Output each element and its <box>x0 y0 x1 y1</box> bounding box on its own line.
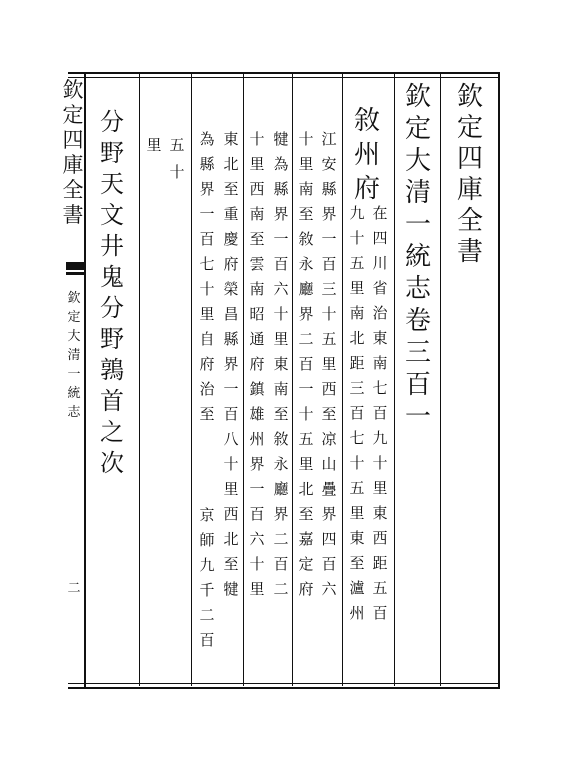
glyph: 百 <box>321 555 337 573</box>
frame-top-rule-thin <box>68 77 500 78</box>
glyph: 十 <box>321 305 337 323</box>
glyph: 欽 <box>62 78 84 102</box>
glyph: 榮 <box>223 280 239 298</box>
glyph: 五 <box>372 579 388 597</box>
annotation-column <box>272 132 290 597</box>
glyph: 野 <box>100 139 124 167</box>
glyph: 十 <box>372 454 388 472</box>
glyph: 五 <box>349 479 365 497</box>
glyph: 十 <box>169 163 185 181</box>
glyph: 界 <box>273 505 289 523</box>
glyph: 分 <box>100 108 124 136</box>
glyph: 廳 <box>298 280 314 298</box>
glyph: 里 <box>249 155 265 173</box>
glyph: 七 <box>199 255 215 273</box>
glyph: 南 <box>249 205 265 223</box>
glyph: 犍 <box>223 580 239 598</box>
glyph: 師 <box>199 531 215 549</box>
glyph: 南 <box>273 380 289 398</box>
glyph: 府 <box>223 255 239 273</box>
column-divider <box>191 74 192 686</box>
glyph: 里 <box>349 504 365 522</box>
glyph: 七 <box>372 379 388 397</box>
glyph: 至 <box>298 205 314 223</box>
glyph: 六 <box>273 280 289 298</box>
glyph: 四 <box>372 229 388 247</box>
glyph: 昭 <box>249 305 265 323</box>
glyph: 為 <box>273 155 289 173</box>
glyph: 里 <box>298 155 314 173</box>
glyph: 界 <box>249 455 265 473</box>
glyph: 州 <box>349 604 365 622</box>
glyph: 大 <box>404 146 431 176</box>
glyph: 五 <box>169 136 185 154</box>
glyph: 府 <box>353 174 380 204</box>
glyph: 北 <box>298 480 314 498</box>
glyph: 分 <box>100 294 124 322</box>
glyph: 慶 <box>223 230 239 248</box>
section-heading <box>98 110 126 475</box>
glyph: 定 <box>456 113 483 143</box>
glyph: 通 <box>249 330 265 348</box>
glyph: 至 <box>273 405 289 423</box>
glyph: 十 <box>298 130 314 148</box>
annotation-column <box>348 206 366 621</box>
glyph: 北 <box>223 155 239 173</box>
glyph: 里 <box>321 355 337 373</box>
glyph: 全 <box>456 206 483 236</box>
glyph: 井 <box>100 232 124 260</box>
glyph: 安 <box>321 155 337 173</box>
annotation-column <box>168 138 186 180</box>
glyph: 五 <box>321 330 337 348</box>
glyph: 嘉 <box>298 530 314 548</box>
glyph: 州 <box>353 140 380 170</box>
glyph: 省 <box>372 279 388 297</box>
glyph: 州 <box>249 430 265 448</box>
glyph: 定 <box>404 114 431 144</box>
glyph: 清 <box>67 348 81 363</box>
glyph: 百 <box>249 505 265 523</box>
glyph: 十 <box>223 455 239 473</box>
glyph: 百 <box>298 355 314 373</box>
glyph: 至 <box>249 230 265 248</box>
glyph: 定 <box>62 103 84 127</box>
glyph: 四 <box>456 144 483 174</box>
glyph: 千 <box>199 581 215 599</box>
glyph: 百 <box>321 255 337 273</box>
glyph: 九 <box>349 204 365 222</box>
glyph: 百 <box>223 405 239 423</box>
glyph: 庫 <box>456 175 483 205</box>
header-title <box>455 84 485 265</box>
glyph: 四 <box>62 128 84 152</box>
glyph: 十 <box>349 229 365 247</box>
glyph: 一 <box>298 380 314 398</box>
glyph: 在 <box>372 204 388 222</box>
glyph: 次 <box>100 449 124 477</box>
glyph: 志 <box>67 405 81 420</box>
glyph: 南 <box>298 180 314 198</box>
glyph: 至 <box>321 405 337 423</box>
glyph: 界 <box>298 305 314 323</box>
spine-fishtail-mark <box>66 262 84 270</box>
glyph: 七 <box>349 429 365 447</box>
glyph: 西 <box>321 380 337 398</box>
glyph: 卷 <box>404 306 431 336</box>
glyph: 書 <box>456 237 483 267</box>
glyph: 至 <box>223 180 239 198</box>
glyph: 三 <box>349 379 365 397</box>
glyph: 二 <box>273 580 289 598</box>
glyph: 定 <box>67 310 81 325</box>
glyph: 昌 <box>223 305 239 323</box>
glyph: 至 <box>298 505 314 523</box>
glyph: 里 <box>146 136 162 154</box>
glyph: 鬼 <box>100 263 124 291</box>
annotation-column-continued <box>198 508 216 648</box>
glyph: 西 <box>372 529 388 547</box>
glyph: 西 <box>223 505 239 523</box>
glyph: 治 <box>372 304 388 322</box>
glyph: 南 <box>349 304 365 322</box>
frame-top-rule <box>68 72 500 74</box>
glyph: 瀘 <box>349 579 365 597</box>
glyph: 東 <box>372 329 388 347</box>
glyph: 縣 <box>199 155 215 173</box>
glyph: 十 <box>249 130 265 148</box>
glyph: 之 <box>100 418 124 446</box>
glyph: 一 <box>273 230 289 248</box>
glyph: 界 <box>321 205 337 223</box>
glyph: 九 <box>372 429 388 447</box>
spine-fishtail-mark <box>66 272 84 275</box>
glyph: 縣 <box>321 180 337 198</box>
glyph: 六 <box>321 580 337 598</box>
glyph: 至 <box>199 405 215 423</box>
glyph: 首 <box>100 387 124 415</box>
glyph: 統 <box>67 386 81 401</box>
glyph: 敘 <box>298 230 314 248</box>
glyph: 全 <box>62 178 84 202</box>
annotation-column <box>145 138 163 153</box>
margin-left-title <box>62 80 84 226</box>
prefecture-heading <box>353 108 381 202</box>
glyph: 里 <box>199 305 215 323</box>
glyph: 百 <box>273 555 289 573</box>
glyph: 欽 <box>67 291 81 306</box>
glyph: 東 <box>273 355 289 373</box>
glyph: 野 <box>100 325 124 353</box>
spine-label <box>66 292 82 419</box>
glyph: 百 <box>349 404 365 422</box>
glyph: 三 <box>321 280 337 298</box>
annotation-column <box>198 132 216 422</box>
glyph: 廳 <box>273 480 289 498</box>
glyph: 一 <box>404 210 431 240</box>
glyph: 敘 <box>353 106 380 136</box>
glyph: 十 <box>249 555 265 573</box>
glyph: 治 <box>199 380 215 398</box>
glyph: 里 <box>298 455 314 473</box>
glyph: 十 <box>349 454 365 472</box>
glyph: 一 <box>321 230 337 248</box>
glyph: 定 <box>298 555 314 573</box>
column-divider <box>243 74 244 686</box>
column-divider <box>139 74 140 686</box>
glyph: 欽 <box>456 82 483 112</box>
glyph: 一 <box>223 380 239 398</box>
glyph: 十 <box>199 280 215 298</box>
glyph: 界 <box>273 205 289 223</box>
glyph: 縣 <box>223 330 239 348</box>
glyph: 一 <box>249 480 265 498</box>
glyph: 鎮 <box>249 380 265 398</box>
glyph: 五 <box>349 254 365 272</box>
annotation-column <box>297 132 315 597</box>
glyph: 五 <box>298 430 314 448</box>
glyph: 距 <box>372 554 388 572</box>
glyph: 二 <box>298 330 314 348</box>
frame-left-rule <box>84 72 86 689</box>
glyph: 北 <box>223 530 239 548</box>
glyph: 東 <box>349 529 365 547</box>
annotation-column <box>371 206 389 621</box>
glyph: 府 <box>249 355 265 373</box>
glyph: 犍 <box>273 130 289 148</box>
glyph: 鶉 <box>100 356 124 384</box>
annotation-column <box>248 132 266 597</box>
column-divider <box>440 74 441 686</box>
page-number: 二 <box>67 581 81 596</box>
glyph: 西 <box>249 180 265 198</box>
glyph: 統 <box>404 242 431 272</box>
glyph: 雄 <box>249 405 265 423</box>
glyph: 欽 <box>404 82 431 112</box>
glyph: 六 <box>249 530 265 548</box>
glyph: 百 <box>199 631 215 649</box>
glyph: 北 <box>349 329 365 347</box>
glyph: 南 <box>249 280 265 298</box>
glyph: 界 <box>199 180 215 198</box>
frame-bottom-rule <box>68 687 500 689</box>
glyph: 永 <box>298 255 314 273</box>
annotation-column <box>320 132 338 597</box>
glyph: 一 <box>67 367 81 382</box>
glyph: 為 <box>199 130 215 148</box>
glyph: 三 <box>404 338 431 368</box>
column-divider <box>394 74 395 686</box>
glyph: 四 <box>321 530 337 548</box>
glyph: 志 <box>404 274 431 304</box>
glyph: 天 <box>100 170 124 198</box>
frame-right-rule <box>498 72 500 689</box>
glyph: 永 <box>273 455 289 473</box>
glyph: 清 <box>404 178 431 208</box>
glyph: 二 <box>199 606 215 624</box>
glyph: 里 <box>249 580 265 598</box>
glyph: 江 <box>321 130 337 148</box>
glyph: 凉 <box>321 430 337 448</box>
glyph: 至 <box>349 554 365 572</box>
glyph: 百 <box>372 604 388 622</box>
glyph: 南 <box>372 354 388 372</box>
glyph: 京 <box>199 506 215 524</box>
glyph: 東 <box>372 504 388 522</box>
glyph: 大 <box>67 329 81 344</box>
glyph: 百 <box>404 370 431 400</box>
glyph: 至 <box>223 555 239 573</box>
glyph: 重 <box>223 205 239 223</box>
glyph: 敘 <box>273 430 289 448</box>
frame-bottom-rule-thin <box>68 683 500 684</box>
glyph: 一 <box>404 402 431 432</box>
glyph: 書 <box>62 203 84 227</box>
glyph: 九 <box>199 556 215 574</box>
glyph: 八 <box>223 430 239 448</box>
annotation-column <box>222 132 240 597</box>
glyph: 界 <box>321 505 337 523</box>
glyph: 文 <box>100 201 124 229</box>
glyph: 距 <box>349 354 365 372</box>
column-divider <box>292 74 293 686</box>
column-divider <box>342 74 343 686</box>
glyph: 里 <box>223 480 239 498</box>
glyph: 庫 <box>62 153 84 177</box>
glyph: 山 <box>321 455 337 473</box>
book-title <box>403 84 433 430</box>
glyph: 自 <box>199 330 215 348</box>
glyph: 疊 <box>321 480 337 498</box>
glyph: 二 <box>273 530 289 548</box>
glyph: 百 <box>273 255 289 273</box>
glyph: 縣 <box>273 180 289 198</box>
glyph: 十 <box>273 305 289 323</box>
glyph: 界 <box>223 355 239 373</box>
glyph: 百 <box>199 230 215 248</box>
glyph: 雲 <box>249 255 265 273</box>
glyph: 里 <box>273 330 289 348</box>
glyph: 府 <box>199 355 215 373</box>
glyph: 百 <box>372 404 388 422</box>
glyph: 里 <box>372 479 388 497</box>
glyph: 十 <box>298 405 314 423</box>
glyph: 里 <box>349 279 365 297</box>
glyph: 府 <box>298 580 314 598</box>
glyph: 東 <box>223 130 239 148</box>
glyph: 川 <box>372 254 388 272</box>
glyph: 一 <box>199 205 215 223</box>
